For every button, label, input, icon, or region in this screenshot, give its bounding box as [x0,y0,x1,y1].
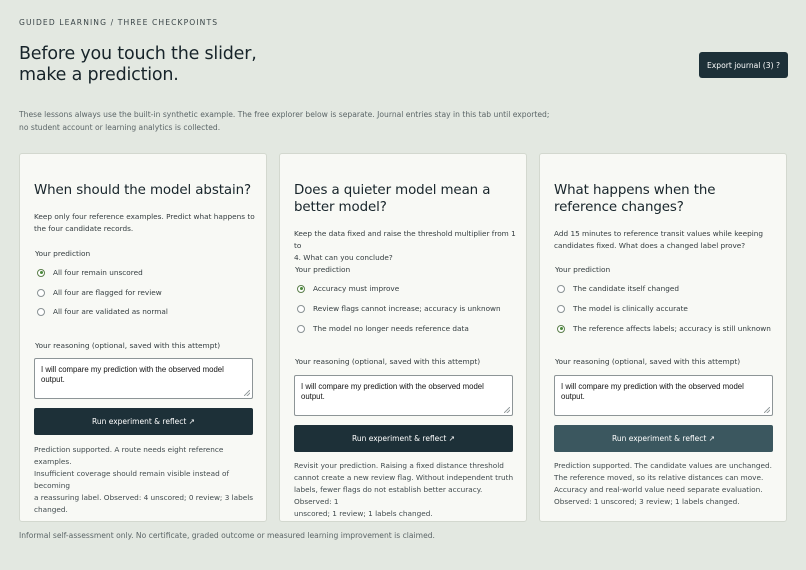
prediction-label: Your prediction [35,249,91,258]
prediction-option-label: The reference affects labels; accuracy is still unknown [573,324,771,333]
feedback-line: Observed: 1 unscored; 3 review; 1 labels changed. [554,497,740,506]
prediction-option-label: All four remain unscored [53,268,143,277]
card-description [294,228,516,264]
prediction-option[interactable] [297,324,469,333]
prediction-option[interactable] [557,324,771,333]
feedback-line: Revisit your prediction. Raising a fixed distance threshold [294,461,504,470]
feedback-line: a reassuring label. Observed: 4 unscored; 0 review; 3 labels [34,493,254,502]
prediction-option-label: The candidate itself changed [573,284,680,293]
card-description-line: Add 15 minutes to reference transit values while keeping [554,229,764,238]
reasoning-textarea[interactable] [294,375,513,416]
card-title-line: When should the model abstain? [34,183,251,198]
prediction-option[interactable] [297,284,399,293]
feedback-text [294,460,518,520]
card-title [34,182,251,199]
reasoning-text: I will compare my prediction with the observed model output. [561,382,744,401]
card-title-line: better model? [294,200,387,215]
card-title [294,182,490,216]
feedback-line: Accuracy and real-world value need separate evaluation. [554,485,763,494]
prediction-option[interactable] [557,284,679,293]
intro-line-1: These lessons always use the built-in synthetic example. The free explorer below is separate. Journal entries stay in this tab until exported; [19,110,550,119]
radio-button[interactable] [37,289,45,297]
card-title-line: reference changes? [554,200,684,215]
feedback-text [34,444,258,516]
feedback-line: Prediction supported. The candidate values are unchanged. [554,461,773,470]
reasoning-label: Your reasoning (optional, saved with this attempt) [555,357,741,366]
prediction-option[interactable] [557,304,688,313]
card-title-line: Does a quieter model mean a [294,183,491,198]
card-title-line: What happens when the [554,183,716,198]
page-title-line-2: make a prediction. [19,65,179,85]
card-description-line: 4. What can you conclude? [294,253,393,262]
feedback-line: cannot create a new review flag. Without independent truth [294,473,514,482]
resize-grip-icon[interactable] [504,407,510,413]
radio-button[interactable] [37,308,45,316]
resize-grip-icon[interactable] [764,407,770,413]
feedback-line: The reference moved, so its relative distances can move. [554,473,764,482]
card-description [34,211,256,235]
prediction-option[interactable] [297,304,501,313]
eyebrow: GUIDED LEARNING / THREE CHECKPOINTS [19,18,219,27]
prediction-option-label: Accuracy must improve [313,284,400,293]
run-experiment-button[interactable]: Run experiment & reflect ↗ [34,408,253,435]
prediction-option[interactable] [37,307,168,316]
card-description-line: the four candidate records. [34,224,134,233]
prediction-label: Your prediction [295,265,351,274]
run-experiment-button[interactable]: Run experiment & reflect ↗ [554,425,773,452]
feedback-line: unscored; 1 review; 1 labels changed. [294,509,433,518]
export-journal-button[interactable]: Export journal (3) ? [699,52,788,78]
reasoning-text: I will compare my prediction with the observed model output. [301,382,484,401]
checkpoint-card-3 [539,153,787,522]
page-title [19,44,257,86]
checkpoint-card-2 [279,153,527,522]
feedback-text [554,460,778,508]
radio-button-checked[interactable] [297,285,305,293]
reasoning-text: I will compare my prediction with the observed model output. [41,365,224,384]
reasoning-label: Your reasoning (optional, saved with this attempt) [35,341,221,350]
card-description [554,228,776,252]
feedback-line: changed. [34,505,68,514]
feedback-line: Insufficient coverage should remain visible instead of becoming [34,469,230,490]
radio-button-checked[interactable] [37,269,45,277]
intro-line-2: no student account or learning analytics is collected. [19,122,221,132]
card-description-line: Keep the data fixed and raise the threshold multiplier from 1 to [294,229,516,250]
reasoning-textarea[interactable] [34,358,253,399]
radio-button[interactable] [297,305,305,313]
prediction-option[interactable] [37,288,162,297]
radio-button[interactable] [557,305,565,313]
prediction-label: Your prediction [555,265,611,274]
radio-button[interactable] [557,285,565,293]
intro-text [19,109,559,134]
card-description-line: Keep only four reference examples. Predict what happens to [34,212,255,221]
prediction-option[interactable] [37,268,143,277]
reasoning-label: Your reasoning (optional, saved with this attempt) [295,357,481,366]
radio-button-checked[interactable] [557,325,565,333]
radio-button[interactable] [297,325,305,333]
run-experiment-button[interactable]: Run experiment & reflect ↗ [294,425,513,452]
feedback-line: Prediction supported. A route needs eight reference examples. [34,445,224,466]
prediction-option-label: All four are validated as normal [53,307,168,316]
prediction-option-label: The model is clinically accurate [573,304,688,313]
card-description-line: candidates fixed. What does a changed label prove? [554,241,746,250]
checkpoint-card-1 [19,153,267,522]
reasoning-textarea[interactable] [554,375,773,416]
feedback-line: labels, fewer flags do not establish better accuracy. Observed: 1 [294,485,483,506]
page-title-line-1: Before you touch the slider, [19,44,257,64]
prediction-option-label: Review flags cannot increase; accuracy is unknown [313,304,501,313]
resize-grip-icon[interactable] [244,390,250,396]
prediction-option-label: The model no longer needs reference data [313,324,469,333]
card-title [554,182,715,216]
prediction-option-label: All four are flagged for review [53,288,162,297]
footer-disclaimer: Informal self-assessment only. No certificate, graded outcome or measured learning improvement is claimed. [19,531,435,540]
